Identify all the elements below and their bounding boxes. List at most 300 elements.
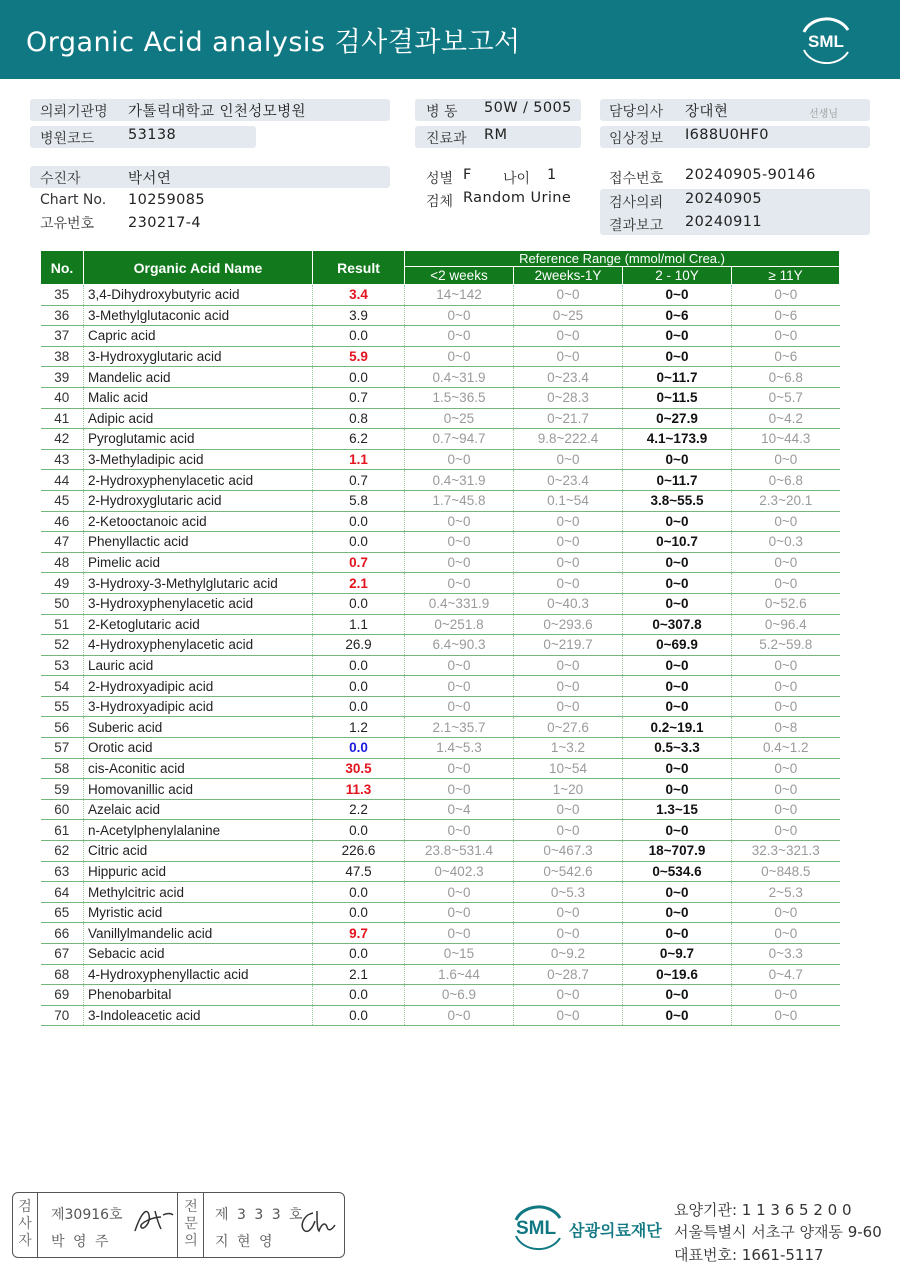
- result-value: 0.7: [313, 552, 405, 573]
- ref-11y-plus: 0~6.8: [732, 470, 840, 491]
- ref-2weeks-1y: 0.1~54: [514, 490, 623, 511]
- ref-2-10y: 0~534.6: [623, 861, 732, 882]
- ref-11y-plus: 10~44.3: [732, 429, 840, 450]
- row-no: 35: [41, 285, 84, 306]
- ref-11y-plus: 32.3~321.3: [732, 841, 840, 862]
- row-no: 61: [41, 820, 84, 841]
- ref-2weeks-1y: 0~0: [514, 985, 623, 1006]
- table-row: [41, 490, 840, 511]
- col-ref: Reference Range (mmol/mol Crea.): [405, 251, 840, 267]
- age-label: 나이: [503, 171, 531, 187]
- stamp-divider: [203, 1193, 204, 1257]
- ref-2-10y: 0~0: [623, 573, 732, 594]
- age-value: 1: [547, 167, 557, 183]
- acid-name: Pyroglutamic acid: [84, 429, 313, 450]
- result-value: 9.7: [313, 923, 405, 944]
- ref-11y-plus: 0~6: [732, 305, 840, 326]
- ref-under-2weeks: 0~0: [405, 758, 514, 779]
- table-row: [41, 841, 840, 862]
- table-row: [41, 655, 840, 676]
- table-row: [41, 902, 840, 923]
- specialist-name: 지 현 영: [215, 1234, 275, 1250]
- acid-name: 2-Hydroxyadipic acid: [84, 676, 313, 697]
- table-row: [41, 923, 840, 944]
- col-result: Result: [313, 251, 405, 285]
- ref-2weeks-1y: 1~20: [514, 779, 623, 800]
- row-no: 37: [41, 326, 84, 347]
- examiner-name: 박 영 주: [51, 1234, 111, 1250]
- chart-value: 10259085: [128, 192, 206, 208]
- ref-2weeks-1y: 0~0: [514, 449, 623, 470]
- ref-2-10y: 0~0: [623, 696, 732, 717]
- ref-11y-plus: 0~0: [732, 573, 840, 594]
- department-label: 진료과: [426, 131, 467, 147]
- row-no: 70: [41, 1005, 84, 1026]
- acid-name: Azelaic acid: [84, 799, 313, 820]
- report-label: 결과보고: [609, 218, 664, 234]
- specimen-value: Random Urine: [463, 190, 572, 206]
- table-row: [41, 676, 840, 697]
- ref-2-10y: 0~0: [623, 1005, 732, 1026]
- acid-name: Malic acid: [84, 387, 313, 408]
- row-no: 48: [41, 552, 84, 573]
- ref-2weeks-1y: 0~467.3: [514, 841, 623, 862]
- acid-name: Phenobarbital: [84, 985, 313, 1006]
- acid-name: Pimelic acid: [84, 552, 313, 573]
- ref-2weeks-1y: 0~0: [514, 1005, 623, 1026]
- result-value: 2.1: [313, 964, 405, 985]
- ref-2weeks-1y: 0~0: [514, 676, 623, 697]
- ref-2-10y: 0~0: [623, 676, 732, 697]
- receipt-label: 접수번호: [609, 171, 664, 187]
- ref-under-2weeks: 0~4: [405, 799, 514, 820]
- ref-2weeks-1y: 10~54: [514, 758, 623, 779]
- ref-under-2weeks: 0~0: [405, 923, 514, 944]
- result-value: 3.9: [313, 305, 405, 326]
- table-row: [41, 1005, 840, 1026]
- report-header: [0, 0, 900, 79]
- ref-2-10y: 0.2~19.1: [623, 717, 732, 738]
- acid-name: 2-Hydroxyphenylacetic acid: [84, 470, 313, 491]
- ref-2-10y: 0~0: [623, 779, 732, 800]
- report-title: Organic Acid analysis 검사결과보고서: [26, 27, 521, 58]
- ref-2-10y: 0~9.7: [623, 944, 732, 965]
- specimen-label: 검체: [426, 194, 454, 210]
- ref-2weeks-1y: 0~0: [514, 923, 623, 944]
- patient-row: [30, 166, 390, 188]
- results-body: [41, 285, 840, 1026]
- acid-name: Phenyllactic acid: [84, 532, 313, 553]
- ref-2-10y: 0~0: [623, 758, 732, 779]
- table-row: [41, 779, 840, 800]
- receipt-value: 20240905-90146: [685, 167, 816, 183]
- table-row: [41, 285, 840, 306]
- table-row: [41, 799, 840, 820]
- ref-under-2weeks: 0~0: [405, 573, 514, 594]
- table-row: [41, 470, 840, 491]
- report-value: 20240911: [685, 214, 763, 230]
- row-no: 42: [41, 429, 84, 450]
- ref-11y-plus: 0~0: [732, 1005, 840, 1026]
- col-ref-11y-plus: ≥ 11Y: [732, 267, 840, 285]
- acid-name: Hippuric acid: [84, 861, 313, 882]
- result-value: 0.0: [313, 1005, 405, 1026]
- ref-2weeks-1y: 0~9.2: [514, 944, 623, 965]
- result-value: 0.0: [313, 738, 405, 759]
- ref-2weeks-1y: 0~0: [514, 799, 623, 820]
- patient-label: 수진자: [40, 171, 81, 187]
- acid-name: Adipic acid: [84, 408, 313, 429]
- row-no: 49: [41, 573, 84, 594]
- sml-logo: [796, 14, 856, 64]
- ref-11y-plus: 0~0: [732, 511, 840, 532]
- ref-2weeks-1y: 0~40.3: [514, 593, 623, 614]
- acid-name: 3-Hydroxyphenylacetic acid: [84, 593, 313, 614]
- ref-11y-plus: 0~4.7: [732, 964, 840, 985]
- acid-name: Methylcitric acid: [84, 882, 313, 903]
- acid-name: Citric acid: [84, 841, 313, 862]
- result-value: 0.0: [313, 902, 405, 923]
- row-no: 62: [41, 841, 84, 862]
- ref-under-2weeks: 2.1~35.7: [405, 717, 514, 738]
- ward-value: 50W / 5005: [484, 100, 572, 116]
- ref-2-10y: 0~307.8: [623, 614, 732, 635]
- ref-2-10y: 0~11.5: [623, 387, 732, 408]
- ref-2-10y: 3.8~55.5: [623, 490, 732, 511]
- ref-under-2weeks: 1.5~36.5: [405, 387, 514, 408]
- row-no: 46: [41, 511, 84, 532]
- table-row: [41, 696, 840, 717]
- ref-under-2weeks: 0~0: [405, 902, 514, 923]
- ref-2-10y: 0~0: [623, 326, 732, 347]
- table-row: [41, 387, 840, 408]
- ref-under-2weeks: 0~0: [405, 779, 514, 800]
- ref-11y-plus: 0~0: [732, 552, 840, 573]
- table-row: [41, 614, 840, 635]
- table-row: [41, 511, 840, 532]
- ref-under-2weeks: 14~142: [405, 285, 514, 306]
- specialist-label: 전 문 의: [184, 1199, 198, 1249]
- ref-under-2weeks: 0~0: [405, 532, 514, 553]
- row-no: 51: [41, 614, 84, 635]
- ref-11y-plus: 0~0.3: [732, 532, 840, 553]
- ref-11y-plus: 0~0: [732, 779, 840, 800]
- row-no: 41: [41, 408, 84, 429]
- row-no: 69: [41, 985, 84, 1006]
- specialist-signature-icon: [295, 1207, 339, 1239]
- ref-2-10y: 0~0: [623, 449, 732, 470]
- ref-2-10y: 0~69.9: [623, 635, 732, 656]
- ref-11y-plus: 0~8: [732, 717, 840, 738]
- row-no: 50: [41, 593, 84, 614]
- row-no: 44: [41, 470, 84, 491]
- ref-under-2weeks: 0~0: [405, 305, 514, 326]
- ref-under-2weeks: 1.6~44: [405, 964, 514, 985]
- row-no: 58: [41, 758, 84, 779]
- ref-2-10y: 1.3~15: [623, 799, 732, 820]
- acid-name: 4-Hydroxyphenyllactic acid: [84, 964, 313, 985]
- ref-2-10y: 0~10.7: [623, 532, 732, 553]
- ref-11y-plus: 0~5.7: [732, 387, 840, 408]
- ref-2weeks-1y: 0~219.7: [514, 635, 623, 656]
- ref-2weeks-1y: 0~0: [514, 902, 623, 923]
- ref-11y-plus: 0~0: [732, 923, 840, 944]
- ref-2-10y: 0~0: [623, 552, 732, 573]
- acid-name: 3-Indoleacetic acid: [84, 1005, 313, 1026]
- table-row: [41, 305, 840, 326]
- sml-footer-logo-text: SML: [515, 1218, 557, 1239]
- ref-under-2weeks: 0~0: [405, 696, 514, 717]
- ref-under-2weeks: 0~0: [405, 511, 514, 532]
- ref-under-2weeks: 0~0: [405, 449, 514, 470]
- unique-label: 고유번호: [40, 216, 95, 232]
- ref-2weeks-1y: 0~21.7: [514, 408, 623, 429]
- ref-2weeks-1y: 0~293.6: [514, 614, 623, 635]
- ref-11y-plus: 0~0: [732, 985, 840, 1006]
- ref-under-2weeks: 0.4~331.9: [405, 593, 514, 614]
- ref-2-10y: 18~707.9: [623, 841, 732, 862]
- result-value: 0.0: [313, 820, 405, 841]
- table-row: [41, 635, 840, 656]
- department-value: RM: [484, 127, 508, 143]
- ref-under-2weeks: 0~0: [405, 820, 514, 841]
- ref-2-10y: 0~0: [623, 511, 732, 532]
- ref-2weeks-1y: 0~0: [514, 511, 623, 532]
- table-row: [41, 882, 840, 903]
- ref-11y-plus: 0~0: [732, 758, 840, 779]
- ref-2-10y: 0~11.7: [623, 470, 732, 491]
- request-label: 검사의뢰: [609, 195, 664, 211]
- table-row: [41, 820, 840, 841]
- table-row: [41, 449, 840, 470]
- results-table: [40, 250, 840, 1026]
- row-no: 68: [41, 964, 84, 985]
- acid-name: 3-Hydroxyglutaric acid: [84, 346, 313, 367]
- result-value: 6.2: [313, 429, 405, 450]
- table-row: [41, 552, 840, 573]
- ref-2weeks-1y: 9.8~222.4: [514, 429, 623, 450]
- col-ref-2weeks-1y: 2weeks-1Y: [514, 267, 623, 285]
- result-value: 0.0: [313, 882, 405, 903]
- acid-name: 3-Methylglutaconic acid: [84, 305, 313, 326]
- ref-2weeks-1y: 0~542.6: [514, 861, 623, 882]
- institution-label: 의뢰기관명: [40, 104, 108, 120]
- ref-11y-plus: 0~6.8: [732, 367, 840, 388]
- table-row: [41, 367, 840, 388]
- table-row: [41, 532, 840, 553]
- ref-2weeks-1y: 0~23.4: [514, 470, 623, 491]
- ref-2weeks-1y: 1~3.2: [514, 738, 623, 759]
- col-ref-under-2weeks: <2 weeks: [405, 267, 514, 285]
- row-no: 66: [41, 923, 84, 944]
- ref-2-10y: 0~0: [623, 985, 732, 1006]
- table-row: [41, 717, 840, 738]
- hospital-code-label: 병원코드: [40, 131, 95, 147]
- patient-value: 박서연: [128, 171, 172, 187]
- acid-name: 2-Hydroxyglutaric acid: [84, 490, 313, 511]
- row-no: 53: [41, 655, 84, 676]
- table-row: [41, 758, 840, 779]
- row-no: 55: [41, 696, 84, 717]
- ref-under-2weeks: 23.8~531.4: [405, 841, 514, 862]
- table-row: [41, 408, 840, 429]
- ref-2-10y: 0.5~3.3: [623, 738, 732, 759]
- col-name: Organic Acid Name: [84, 251, 313, 285]
- acid-name: 2-Ketoglutaric acid: [84, 614, 313, 635]
- ref-under-2weeks: 0.4~31.9: [405, 470, 514, 491]
- row-no: 40: [41, 387, 84, 408]
- acid-name: Mandelic acid: [84, 367, 313, 388]
- org-phone: 대표번호: 1661-5117: [674, 1246, 824, 1264]
- ref-2-10y: 0~0: [623, 902, 732, 923]
- row-no: 57: [41, 738, 84, 759]
- sex-label: 성별: [426, 171, 454, 187]
- specialist-license: 제 3 3 3 호: [215, 1207, 305, 1223]
- result-value: 1.1: [313, 614, 405, 635]
- acid-name: Lauric acid: [84, 655, 313, 676]
- table-row: [41, 429, 840, 450]
- acid-name: 3-Hydroxyadipic acid: [84, 696, 313, 717]
- ref-under-2weeks: 0~15: [405, 944, 514, 965]
- ref-2-10y: 0~0: [623, 923, 732, 944]
- ref-under-2weeks: 6.4~90.3: [405, 635, 514, 656]
- org-name: 삼광의료재단: [569, 1221, 662, 1240]
- doctor-value: 장대현: [685, 104, 729, 120]
- ref-2-10y: 0~0: [623, 882, 732, 903]
- result-value: 5.8: [313, 490, 405, 511]
- result-value: 2.1: [313, 573, 405, 594]
- acid-name: 3-Hydroxy-3-Methylglutaric acid: [84, 573, 313, 594]
- result-value: 26.9: [313, 635, 405, 656]
- ref-2weeks-1y: 0~27.6: [514, 717, 623, 738]
- examiner-label: 검 사 자: [18, 1199, 32, 1249]
- table-row: [41, 573, 840, 594]
- ref-under-2weeks: 0~0: [405, 326, 514, 347]
- ref-11y-plus: 5.2~59.8: [732, 635, 840, 656]
- result-value: 11.3: [313, 779, 405, 800]
- result-value: 0.0: [313, 655, 405, 676]
- ref-2-10y: 0~11.7: [623, 367, 732, 388]
- row-no: 65: [41, 902, 84, 923]
- doctor-suffix: 선생님: [809, 109, 838, 120]
- row-no: 56: [41, 717, 84, 738]
- result-value: 0.0: [313, 676, 405, 697]
- ref-2-10y: 0~19.6: [623, 964, 732, 985]
- result-value: 0.7: [313, 470, 405, 491]
- org-code: 요양기관: 1 1 3 6 5 2 0 0: [674, 1201, 852, 1219]
- ref-under-2weeks: 0.7~94.7: [405, 429, 514, 450]
- ref-2weeks-1y: 0~0: [514, 532, 623, 553]
- result-value: 0.0: [313, 326, 405, 347]
- ref-under-2weeks: 0~251.8: [405, 614, 514, 635]
- stamp-divider: [37, 1193, 38, 1257]
- acid-name: 2-Ketooctanoic acid: [84, 511, 313, 532]
- ref-11y-plus: 0~3.3: [732, 944, 840, 965]
- table-row: [41, 944, 840, 965]
- row-no: 60: [41, 799, 84, 820]
- acid-name: 4-Hydroxyphenylacetic acid: [84, 635, 313, 656]
- sml-logo-text: SML: [808, 32, 844, 51]
- result-value: 0.0: [313, 985, 405, 1006]
- ref-2weeks-1y: 0~0: [514, 552, 623, 573]
- ref-11y-plus: 0~848.5: [732, 861, 840, 882]
- result-value: 0.0: [313, 944, 405, 965]
- acid-name: n-Acetylphenylalanine: [84, 820, 313, 841]
- ref-2-10y: 0~0: [623, 285, 732, 306]
- result-value: 47.5: [313, 861, 405, 882]
- ref-11y-plus: 0~96.4: [732, 614, 840, 635]
- ref-11y-plus: 0~0: [732, 902, 840, 923]
- ref-11y-plus: 2~5.3: [732, 882, 840, 903]
- ref-under-2weeks: 1.4~5.3: [405, 738, 514, 759]
- result-value: 0.0: [313, 367, 405, 388]
- result-value: 2.2: [313, 799, 405, 820]
- row-no: 38: [41, 346, 84, 367]
- stamp-divider: [177, 1193, 178, 1257]
- row-no: 45: [41, 490, 84, 511]
- institution-value: 가톨릭대학교 인천성모병원: [128, 104, 306, 120]
- ref-2-10y: 0~0: [623, 655, 732, 676]
- ref-under-2weeks: 1.7~45.8: [405, 490, 514, 511]
- ref-2-10y: 0~0: [623, 593, 732, 614]
- ref-2weeks-1y: 0~0: [514, 655, 623, 676]
- result-value: 0.7: [313, 387, 405, 408]
- acid-name: Suberic acid: [84, 717, 313, 738]
- col-ref-2-10y: 2 - 10Y: [623, 267, 732, 285]
- row-no: 47: [41, 532, 84, 553]
- row-no: 54: [41, 676, 84, 697]
- table-row: [41, 964, 840, 985]
- acid-name: 3,4-Dihydroxybutyric acid: [84, 285, 313, 306]
- ref-under-2weeks: 0~0: [405, 655, 514, 676]
- table-row: [41, 985, 840, 1006]
- table-row: [41, 326, 840, 347]
- row-no: 52: [41, 635, 84, 656]
- ref-under-2weeks: 0~0: [405, 552, 514, 573]
- ref-11y-plus: 0~0: [732, 820, 840, 841]
- clinical-value: I688U0HF0: [685, 127, 769, 143]
- row-no: 63: [41, 861, 84, 882]
- ref-11y-plus: 0~6: [732, 346, 840, 367]
- ref-2weeks-1y: 0~25: [514, 305, 623, 326]
- row-no: 43: [41, 449, 84, 470]
- ref-2weeks-1y: 0~28.3: [514, 387, 623, 408]
- ref-2weeks-1y: 0~0: [514, 573, 623, 594]
- doctor-label: 담당의사: [609, 104, 664, 120]
- ref-under-2weeks: 0~0: [405, 1005, 514, 1026]
- table-row: [41, 861, 840, 882]
- ref-2-10y: 0~0: [623, 820, 732, 841]
- row-no: 67: [41, 944, 84, 965]
- result-value: 3.4: [313, 285, 405, 306]
- ref-2weeks-1y: 0~23.4: [514, 367, 623, 388]
- ref-2weeks-1y: 0~0: [514, 285, 623, 306]
- table-row: [41, 593, 840, 614]
- result-value: 0.8: [313, 408, 405, 429]
- ref-11y-plus: 0~4.2: [732, 408, 840, 429]
- result-value: 30.5: [313, 758, 405, 779]
- ref-11y-plus: 0~0: [732, 696, 840, 717]
- sex-value: F: [463, 167, 472, 183]
- acid-name: Orotic acid: [84, 738, 313, 759]
- signature-stamp: [12, 1192, 345, 1258]
- table-row: [41, 738, 840, 759]
- ref-11y-plus: 0~52.6: [732, 593, 840, 614]
- ref-11y-plus: 0~0: [732, 285, 840, 306]
- ref-2weeks-1y: 0~0: [514, 346, 623, 367]
- row-no: 64: [41, 882, 84, 903]
- ref-under-2weeks: 0~0: [405, 346, 514, 367]
